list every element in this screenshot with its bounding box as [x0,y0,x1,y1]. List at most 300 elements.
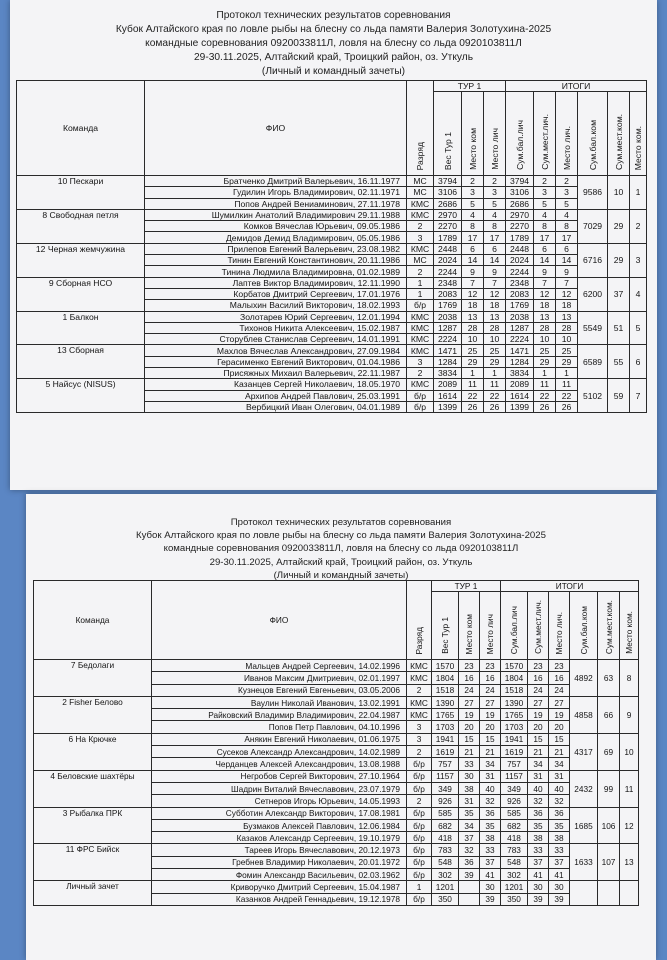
place-team-cell: 3 [462,187,484,198]
weight-cell: 3794 [434,176,462,187]
col-fio: ФИО [152,581,407,660]
team-name-cell: 12 Черная жемчужина [17,243,145,277]
place-pers2-cell: 27 [549,696,570,708]
sum-ball-pers-cell: 682 [501,819,528,831]
place-pers2-cell: 37 [549,856,570,868]
participant-name-cell: Гудилин Игорь Владимирович, 02.11.1971 [145,187,407,198]
sum-place-pers-cell: 33 [528,844,549,856]
participant-name-cell: Мальцев Андрей Сергеевич, 14.02.1996 [152,660,407,672]
col-weight: Вес Тур 1 [434,92,462,176]
sum-place-pers-cell: 1 [534,368,556,379]
table-row [34,807,639,819]
header-line: 29-30.11.2025, Алтайский край, Троицкий район, оз. Уткуль [209,556,473,568]
place-pers2-cell: 13 [556,311,578,322]
table-row [17,379,647,390]
sum-place-pers-cell: 19 [528,709,549,721]
place-team-cell: 10 [462,334,484,345]
team-sum-place-cell: 107 [598,844,620,881]
team-sum-place-cell: 99 [598,770,620,807]
weight-cell: 548 [432,856,459,868]
participant-name-cell: Фомин Александр Васильевич, 02.03.1962 [152,869,407,881]
table-row [17,243,647,254]
team-sum-ball-cell: 2432 [570,770,598,807]
place-pers-cell: 40 [480,782,501,794]
participant-name-cell: Кузнецов Евгений Евгеньевич, 03.05.2006 [152,684,407,696]
participant-name-cell: Субботин Александр Викторович, 17.08.1981 [152,807,407,819]
weight-cell: 350 [432,893,459,905]
sum-place-pers-cell: 29 [534,356,556,367]
table-row [17,176,647,187]
place-pers-cell: 21 [480,746,501,758]
place-pers2-cell: 18 [556,300,578,311]
place-pers2-cell: 30 [549,881,570,893]
sum-ball-pers-cell: 757 [501,758,528,770]
sum-place-pers-cell: 5 [534,198,556,209]
team-sum-ball-cell: 5549 [578,311,608,345]
participant-name-cell: Сетнеров Игорь Юрьевич, 14.05.1993 [152,795,407,807]
place-pers-cell: 4 [484,209,506,220]
col-sum-place-pers: Сум.мест.лич. [534,92,556,176]
place-pers2-cell: 24 [549,684,570,696]
place-team-cell: 33 [459,758,480,770]
participant-name-cell: Казаков Александр Сергеевич, 19.10.1979 [152,832,407,844]
participant-name-cell: Анякин Евгений Николаевич, 01.06.1975 [152,733,407,745]
place-team-cell: 9 [462,266,484,277]
place-team-cell: 24 [459,684,480,696]
place-pers2-cell: 8 [556,221,578,232]
participant-name-cell: Братченко Дмитрий Валерьевич, 16.11.1977 [145,176,407,187]
rank-cell: МС [407,187,434,198]
place-pers-cell: 39 [480,893,501,905]
sum-place-pers-cell: 9 [534,266,556,277]
sum-ball-pers-cell: 1287 [506,322,534,333]
col-sum-ball-pers: Сум.бал.лич [501,592,528,660]
weight-cell: 1399 [434,401,462,412]
weight-cell: 1765 [432,709,459,721]
team-name-cell: 1 Балкон [17,311,145,345]
sum-ball-pers-cell: 2083 [506,288,534,299]
header-line: командные соревнования 0920033811Л, ловля на блесну со льда 0920103811Л [163,543,519,555]
col-sum-ball-team: Сум.бал.ком [578,92,608,176]
place-pers-cell: 20 [480,721,501,733]
team-sum-place-cell: 69 [598,733,620,770]
weight-cell: 1769 [434,300,462,311]
col-sum-place-team: Сум.мест.ком. [598,592,620,660]
place-team-cell: 30 [459,770,480,782]
place-pers2-cell: 3 [556,187,578,198]
rank-cell: б/р [407,758,432,770]
place-pers-cell: 2 [484,176,506,187]
col-sum-place-team: Сум.мест.ком. [608,92,630,176]
sum-place-pers-cell: 12 [534,288,556,299]
place-pers-cell: 38 [480,832,501,844]
team-sum-place-cell: 37 [608,277,630,311]
place-pers2-cell: 38 [549,832,570,844]
sum-ball-pers-cell: 1703 [501,721,528,733]
team-place-cell: 2 [630,209,647,243]
place-pers2-cell: 2 [556,176,578,187]
place-team-cell: 8 [462,221,484,232]
participant-name-cell: Шадрин Виталий Вячеславович, 23.07.1979 [152,782,407,794]
team-name-cell: 3 Рыбалка ПРК [34,807,152,844]
sum-ball-pers-cell: 2686 [506,198,534,209]
weight-cell: 783 [432,844,459,856]
weight-cell: 3834 [434,368,462,379]
participant-name-cell: Вербицкий Иван Олегович, 04.01.1989 [145,401,407,412]
place-team-cell: 16 [459,672,480,684]
place-pers2-cell: 39 [549,893,570,905]
sum-place-pers-cell: 27 [528,696,549,708]
rank-cell: КМС [407,660,432,672]
team-sum-ball-cell: 6716 [578,243,608,277]
place-pers-cell: 13 [484,311,506,322]
col-rank: Разряд [407,581,432,660]
place-pers2-cell: 6 [556,243,578,254]
sum-ball-pers-cell: 548 [501,856,528,868]
team-sum-place-cell: 66 [598,696,620,733]
place-pers-cell: 29 [484,356,506,367]
sum-place-pers-cell: 16 [528,672,549,684]
sum-place-pers-cell: 15 [528,733,549,745]
place-team-cell: 15 [459,733,480,745]
weight-cell: 2224 [434,334,462,345]
participant-name-cell: Криворучко Дмитрий Сергеевич, 15.04.1987 [152,881,407,893]
team-name-cell: 4 Беловские шахтёры [34,770,152,807]
table-row [34,770,639,782]
place-team-cell: 37 [459,832,480,844]
sum-place-pers-cell: 13 [534,311,556,322]
weight-cell: 1804 [432,672,459,684]
weight-cell: 3106 [434,187,462,198]
team-name-cell: 13 Сборная [17,345,145,379]
rank-cell: б/р [407,832,432,844]
place-team-cell: 26 [462,401,484,412]
sum-place-pers-cell: 6 [534,243,556,254]
team-place-cell: 1 [630,176,647,210]
place-pers-cell: 6 [484,243,506,254]
protocol-sheet-2 [26,494,656,960]
team-sum-place-cell [598,881,620,906]
col-fio: ФИО [145,81,407,176]
sum-ball-pers-cell: 2270 [506,221,534,232]
place-team-cell: 38 [459,782,480,794]
place-pers-cell: 9 [484,266,506,277]
sum-ball-pers-cell: 1619 [501,746,528,758]
participant-name-cell: Тареев Игорь Вячеславович, 20.12.1973 [152,844,407,856]
participant-name-cell: Райковский Владимир Владимирович, 22.04.1987 [152,709,407,721]
sum-ball-pers-cell: 1804 [501,672,528,684]
sum-place-pers-cell: 40 [528,782,549,794]
weight-cell: 2448 [434,243,462,254]
sum-place-pers-cell: 10 [534,334,556,345]
weight-cell: 1614 [434,390,462,401]
sum-ball-pers-cell: 1471 [506,345,534,356]
protocol-sheet-1 [10,0,657,490]
place-pers2-cell: 36 [549,807,570,819]
rank-cell: 1 [407,881,432,893]
sum-place-pers-cell: 26 [534,401,556,412]
col-place-team: Место ком [462,92,484,176]
place-pers-cell: 10 [484,334,506,345]
place-pers-cell: 8 [484,221,506,232]
header-line: Кубок Алтайского края по ловле рыбы на блесну со льда памяти Валерия Золотухина-2025 [115,24,552,36]
weight-cell: 1201 [432,881,459,893]
rank-cell: КМС [407,379,434,390]
weight-cell: 302 [432,869,459,881]
place-pers-cell: 24 [480,684,501,696]
team-place-cell: 8 [620,660,639,697]
participant-name-cell: Черданцев Алексей Александрович, 13.08.1988 [152,758,407,770]
sum-place-pers-cell: 41 [528,869,549,881]
team-sum-ball-cell [570,881,598,906]
col-place-pers: Место лич [484,92,506,176]
sum-ball-pers-cell: 2348 [506,277,534,288]
rank-cell: б/р [407,844,432,856]
col-totals: ИТОГИ [506,81,647,92]
team-place-cell [620,881,639,906]
place-pers2-cell: 32 [549,795,570,807]
place-team-cell: 23 [459,660,480,672]
results-table-2 [33,580,639,906]
place-team-cell: 6 [462,243,484,254]
team-sum-ball-cell: 4317 [570,733,598,770]
team-sum-place-cell: 106 [598,807,620,844]
rank-cell: 2 [407,368,434,379]
place-pers-cell: 3 [484,187,506,198]
sum-ball-pers-cell: 2224 [506,334,534,345]
team-name-cell: 5 Найсус (NISUS) [17,379,145,413]
table-row [17,311,647,322]
header-line: (Личный и командный зачеты) [261,66,406,78]
participant-name-cell: Прилепов Евгений Валерьевич, 23.08.1982 [145,243,407,254]
col-sum-ball-team: Сум.бал.ком [570,592,598,660]
sum-place-pers-cell: 38 [528,832,549,844]
participant-name-cell: Иванов Максим Дмитриевич, 02.01.1997 [152,672,407,684]
team-name-cell: Личный зачет [34,881,152,906]
place-pers-cell: 35 [480,819,501,831]
table-row [34,844,639,856]
sum-place-pers-cell: 39 [528,893,549,905]
place-team-cell: 1 [462,368,484,379]
weight-cell: 2089 [434,379,462,390]
place-team-cell [459,893,480,905]
place-pers2-cell: 26 [556,401,578,412]
participant-name-cell: Попов Андрей Вениаминович, 27.11.1978 [145,198,407,209]
sum-place-pers-cell: 23 [528,660,549,672]
participant-name-cell: Гребнев Владимир Николаевич, 20.01.1972 [152,856,407,868]
weight-cell: 2270 [434,221,462,232]
rank-cell: 2 [407,684,432,696]
weight-cell: 1570 [432,660,459,672]
weight-cell: 1284 [434,356,462,367]
sum-place-pers-cell: 30 [528,881,549,893]
rank-cell: 2 [407,266,434,277]
place-pers2-cell: 15 [549,733,570,745]
rank-cell: КМС [407,311,434,322]
team-sum-place-cell: 59 [608,379,630,413]
col-totals: ИТОГИ [501,581,639,592]
sum-ball-pers-cell: 585 [501,807,528,819]
place-pers-cell: 1 [484,368,506,379]
participant-name-cell: Демидов Демид Владимирович, 05.05.1986 [145,232,407,243]
sum-ball-pers-cell: 783 [501,844,528,856]
place-pers-cell: 36 [480,807,501,819]
participant-name-cell: Попов Петр Павлович, 04.10.1996 [152,721,407,733]
place-pers-cell: 12 [484,288,506,299]
sum-ball-pers-cell: 1570 [501,660,528,672]
place-pers2-cell: 29 [556,356,578,367]
rank-cell: КМС [407,345,434,356]
weight-cell: 2083 [434,288,462,299]
sum-place-pers-cell: 22 [534,390,556,401]
place-pers-cell: 5 [484,198,506,209]
team-sum-place-cell: 10 [608,176,630,210]
weight-cell: 2038 [434,311,462,322]
team-sum-place-cell: 51 [608,311,630,345]
protocol-header-1 [10,0,657,80]
rank-cell: КМС [407,709,432,721]
place-team-cell: 11 [462,379,484,390]
rank-cell: 2 [407,746,432,758]
col-weight: Вес Тур 1 [432,592,459,660]
sum-ball-pers-cell: 1157 [501,770,528,782]
header-line: Протокол технических результатов соревнования [216,10,451,21]
rank-cell: КМС [407,198,434,209]
rank-cell: 3 [407,733,432,745]
rank-cell: б/р [407,300,434,311]
team-place-cell: 10 [620,733,639,770]
rank-cell: б/р [407,782,432,794]
table-row [17,209,647,220]
rank-cell: МС [407,255,434,266]
rank-cell: КМС [407,322,434,333]
col-tour: ТУР 1 [434,81,506,92]
col-place-pers: Место лич [480,592,501,660]
place-pers2-cell: 16 [549,672,570,684]
weight-cell: 1390 [432,696,459,708]
place-pers2-cell: 9 [556,266,578,277]
place-team-cell: 20 [459,721,480,733]
participant-name-cell: Шумилкин Анатолий Владимирович 29.11.1988 [145,209,407,220]
sum-ball-pers-cell: 3794 [506,176,534,187]
sum-ball-pers-cell: 302 [501,869,528,881]
rank-cell: б/р [407,401,434,412]
rank-cell: КМС [407,209,434,220]
place-pers2-cell: 1 [556,368,578,379]
place-pers2-cell: 21 [549,746,570,758]
participant-name-cell: Присяжных Михаил Валерьевич, 22.11.1987 [145,368,407,379]
place-team-cell: 21 [459,746,480,758]
participant-name-cell: Сусеков Александр Александрович, 14.02.1989 [152,746,407,758]
team-place-cell: 13 [620,844,639,881]
team-name-cell: 2 Fisher Белово [34,696,152,733]
team-sum-ball-cell: 7029 [578,209,608,243]
place-team-cell: 7 [462,277,484,288]
team-place-cell: 7 [630,379,647,413]
weight-cell: 1619 [432,746,459,758]
team-sum-place-cell: 29 [608,209,630,243]
place-pers-cell: 27 [480,696,501,708]
sum-place-pers-cell: 21 [528,746,549,758]
place-pers-cell: 14 [484,255,506,266]
place-pers2-cell: 19 [549,709,570,721]
place-pers2-cell: 35 [549,819,570,831]
rank-cell: б/р [407,807,432,819]
participant-name-cell: Тинин Евгений Константинович, 20.11.1986 [145,255,407,266]
team-place-cell: 6 [630,345,647,379]
rank-cell: 1 [407,277,434,288]
sum-place-pers-cell: 32 [528,795,549,807]
place-pers2-cell: 41 [549,869,570,881]
sum-ball-pers-cell: 1201 [501,881,528,893]
rank-cell: КМС [407,672,432,684]
place-pers2-cell: 4 [556,209,578,220]
place-pers-cell: 26 [484,401,506,412]
place-pers2-cell: 28 [556,322,578,333]
header-line: Кубок Алтайского края по ловле рыбы на блесну со льда памяти Валерия Золотухина-2025 [136,530,546,542]
team-sum-ball-cell: 4892 [570,660,598,697]
sum-place-pers-cell: 25 [534,345,556,356]
participant-name-cell: Ваулин Николай Иванович, 13.02.1991 [152,696,407,708]
sum-ball-pers-cell: 2448 [506,243,534,254]
place-pers-cell: 32 [480,795,501,807]
sum-ball-pers-cell: 3834 [506,368,534,379]
sum-ball-pers-cell: 1614 [506,390,534,401]
place-pers-cell: 23 [480,660,501,672]
rank-cell: б/р [407,819,432,831]
weight-cell: 2244 [434,266,462,277]
sum-ball-pers-cell: 1518 [501,684,528,696]
participant-name-cell: Казанков Андрей Геннадьевич, 19.12.1978 [152,893,407,905]
place-pers2-cell: 25 [556,345,578,356]
rank-cell: МС [407,176,434,187]
weight-cell: 418 [432,832,459,844]
sum-place-pers-cell: 7 [534,277,556,288]
place-pers-cell: 18 [484,300,506,311]
place-pers-cell: 16 [480,672,501,684]
rank-cell: 3 [407,232,434,243]
team-place-cell: 5 [630,311,647,345]
weight-cell: 1287 [434,322,462,333]
weight-cell: 1941 [432,733,459,745]
place-pers-cell: 15 [480,733,501,745]
place-team-cell: 18 [462,300,484,311]
sum-place-pers-cell: 31 [528,770,549,782]
place-team-cell: 25 [462,345,484,356]
place-team-cell: 17 [462,232,484,243]
team-place-cell: 9 [620,696,639,733]
weight-cell: 757 [432,758,459,770]
rank-cell: 2 [407,795,432,807]
place-pers-cell: 33 [480,844,501,856]
sum-place-pers-cell: 35 [528,819,549,831]
team-name-cell: 7 Бедолаги [34,660,152,697]
sum-ball-pers-cell: 3106 [506,187,534,198]
sum-place-pers-cell: 2 [534,176,556,187]
participant-name-cell: Лаптев Виктор Владимирович, 12.11.1990 [145,277,407,288]
team-sum-ball-cell: 1633 [570,844,598,881]
participant-name-cell: Комков Вячеслав Юрьевич, 09.05.1986 [145,221,407,232]
col-place-team2: Место ком. [630,92,647,176]
place-team-cell: 5 [462,198,484,209]
place-team-cell: 2 [462,176,484,187]
participant-name-cell: Бузмаков Алексей Павлович, 12.06.1984 [152,819,407,831]
col-team: Команда [17,81,145,176]
sum-place-pers-cell: 18 [534,300,556,311]
participant-name-cell: Сторублев Станислав Сергеевич, 14.01.1991 [145,334,407,345]
sum-ball-pers-cell: 2089 [506,379,534,390]
col-rank: Разряд [407,81,434,176]
